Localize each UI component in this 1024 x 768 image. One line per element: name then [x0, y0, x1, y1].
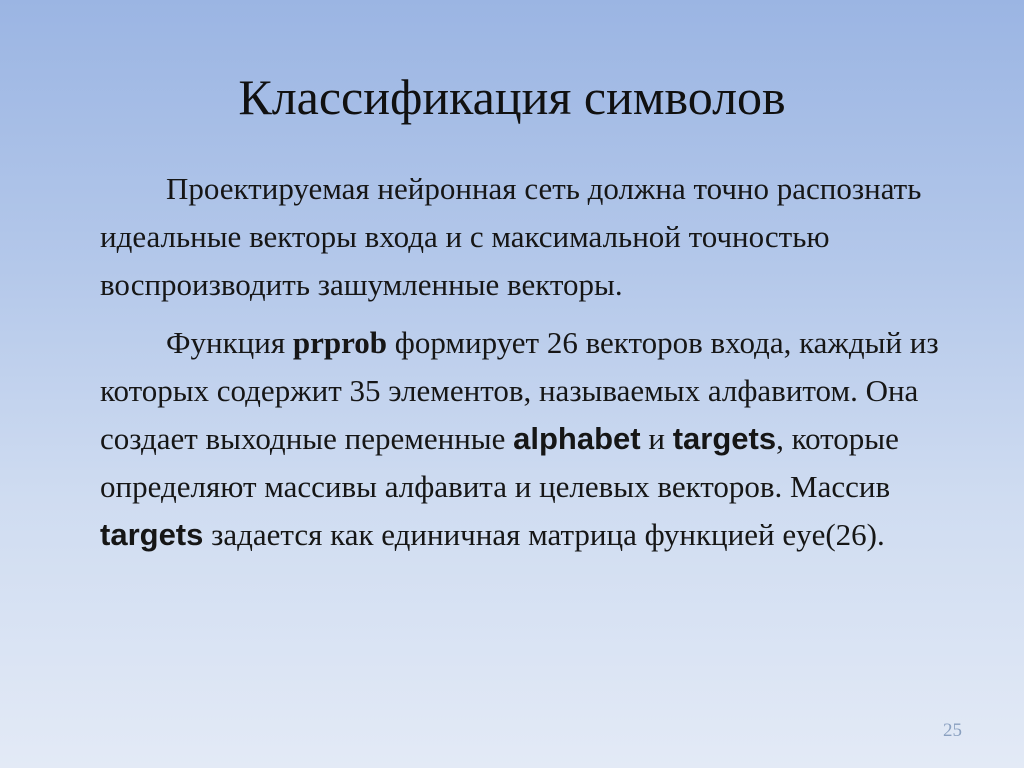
slide-page-number: 25	[943, 720, 962, 741]
slide-body	[100, 165, 970, 559]
paragraph-network-goal	[100, 165, 970, 309]
variable-targets-array: targets	[100, 517, 204, 552]
variable-alphabet: alphabet	[513, 421, 641, 456]
prprob-text-2: формирует 26 векторов входа, каждый из которых содержит 35 элементов, называемых алфавитом. Она создает выходные переменные	[100, 325, 939, 456]
paragraph-network-goal-text: Проектируемая нейронная сеть должна точно распознать идеальные векторы входа и с максимальной точностью воспроизводить зашумленные векторы.	[100, 171, 922, 302]
prprob-text-5: задается как единичная матрица функцией eye(26).	[203, 517, 885, 552]
prprob-text-1: Функция	[166, 325, 293, 360]
prprob-text-4: , которые определяют массивы алфавита и целевых векторов. Массив	[100, 421, 899, 504]
slide-title: Классификация символов	[238, 69, 786, 125]
function-name-prprob: prprob	[292, 325, 388, 360]
prprob-text-3: и	[640, 421, 673, 456]
paragraph-prprob-description	[100, 319, 970, 559]
variable-targets: targets	[672, 421, 777, 456]
